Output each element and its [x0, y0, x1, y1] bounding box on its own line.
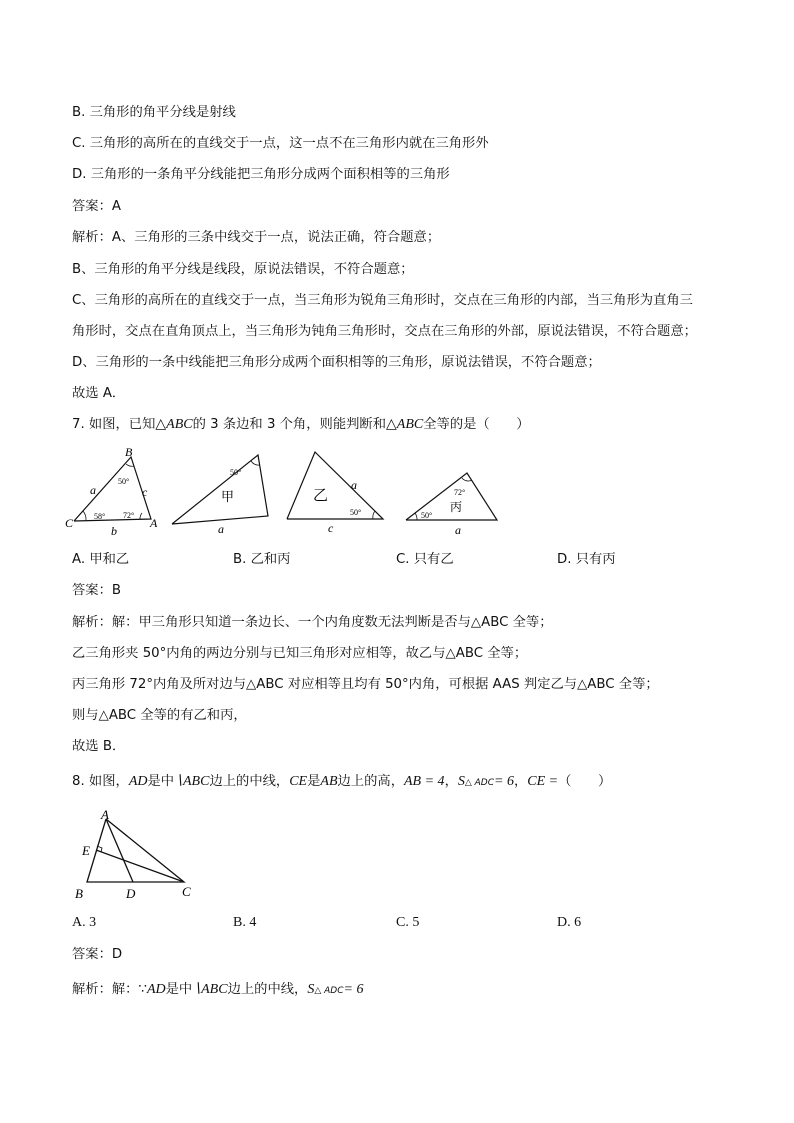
q8-comma: ， — [444, 774, 458, 789]
q7-option-d: D. 只有丙 — [557, 552, 616, 567]
explanation-7-line-1: 解析：解：甲三角形只知道一条边长、一个内角度数无法判断是否与△ABC 全等； — [72, 615, 553, 630]
label-b: B — [75, 886, 83, 901]
q8-area-s: S — [457, 774, 465, 789]
question-8 — [72, 773, 611, 792]
option-b-text: B. 三角形的角平分线是射线 — [72, 105, 236, 120]
explanation-7-line-3: 丙三角形 72°内角及所对边与△ABC 对应相等且均有 50°内角，可根据 AAS 判定乙与△ABC 全等； — [72, 677, 659, 692]
option-d-text: D. 三角形的一条角平分线能把三角形分成两个面积相等的三角形 — [72, 167, 450, 182]
label-side-a: a — [90, 483, 96, 497]
q8-text-2: 是中 — [147, 774, 175, 789]
label-angle-58: 58° — [94, 512, 106, 521]
label-bing-angle-50: 50° — [421, 511, 433, 520]
exp8-area-s: S — [307, 982, 315, 997]
q8-figure — [70, 808, 210, 903]
label-angle-72: 72° — [123, 511, 135, 520]
exp8-text-3: 边上的中线， — [227, 982, 308, 997]
q7-figure — [62, 440, 512, 540]
label-jia-angle-50: 50° — [230, 468, 242, 477]
triangle-abc-figure — [74, 457, 151, 521]
label-side-c: c — [142, 485, 148, 499]
explanation-6-line-4: 角形时，交点在直角顶点上，当三角形为钝角三角形时，交点在三角形的外部，原说法错误，不符合题意； — [72, 324, 697, 339]
exp8-text-2: 是中 — [165, 982, 193, 997]
answer-6: 答案：A — [72, 199, 121, 214]
q8-text-1: 8. 如图， — [72, 774, 129, 789]
explanation-6-line-2: B、三角形的角平分线是线段，原说法错误，不符合题意； — [72, 262, 414, 277]
exp8-area-sub: △ ADC — [314, 986, 344, 996]
explanation-7-line-4: 则与△ABC 全等的有乙和丙， — [72, 708, 247, 723]
answer-8: 答案：D — [72, 947, 123, 962]
answer-7: 答案：B — [72, 583, 122, 598]
triangle-yi-figure — [287, 452, 383, 519]
question-7 — [72, 416, 530, 434]
choice-7: 故选 B． — [72, 739, 126, 754]
q7-option-b: B. 乙和丙 — [233, 552, 291, 567]
q8-ce: CE — [289, 774, 308, 789]
q8-option-a: A. 3 — [72, 915, 97, 930]
exp8-abc: ∖ABC — [192, 982, 228, 997]
q7-option-a: A. 甲和乙 — [72, 552, 130, 567]
explanation-6-line-5: D、三角形的一条中线能把三角形分成两个面积相等的三角形，原说法错误，不符合题意； — [72, 355, 601, 370]
exp8-ad: AD — [146, 982, 166, 997]
q8-ab: AB — [320, 774, 338, 789]
label-yi-angle-50: 50° — [350, 508, 362, 517]
exp8-eq-area: = 6 — [343, 982, 364, 997]
label-bing: 丙 — [450, 500, 463, 514]
label-d: D — [126, 886, 136, 901]
q8-abc: ∖ABC — [174, 774, 210, 789]
explanation-7-line-2: 乙三角形夹 50°内角的两边分别与已知三角形对应相等，故乙与△ABC 全等； — [72, 646, 528, 661]
q7-text-2: 的 3 条边和 3 个角，则能判断和 — [192, 417, 387, 432]
q8-eq-ce: CE = — [527, 774, 559, 789]
q8-text-3: 边上的中线， — [209, 774, 290, 789]
label-jia-side-a: a — [218, 522, 224, 536]
q8-area-sub: △ ADC — [464, 778, 495, 788]
label-vertex-a: A — [150, 516, 158, 530]
label-c: C — [182, 884, 191, 899]
explanation-6-line-1: 解析：A、三角形的三条中线交于一点，说法正确，符合题意； — [72, 230, 441, 245]
label-vertex-b: B — [125, 445, 133, 459]
q7-text-3: 全等的是（ ） — [423, 417, 530, 432]
label-vertex-c: C — [65, 516, 74, 530]
q8-text-6: ， — [513, 774, 528, 789]
label-yi-side-c: c — [328, 521, 334, 535]
q8-ad: AD — [128, 774, 148, 789]
label-bing-angle-72: 72° — [454, 488, 466, 497]
label-yi-side-a: a — [351, 478, 357, 492]
q8-text-7: （ ） — [558, 774, 612, 789]
label-a: A — [101, 808, 109, 822]
exp8-text-1: 解析：解：∵ — [72, 982, 147, 997]
choice-6: 故选 A． — [72, 386, 126, 401]
q8-option-c: C. 5 — [396, 915, 420, 930]
q8-eq-ab: AB = 4 — [404, 774, 445, 789]
label-angle-50: 50° — [118, 477, 130, 486]
explanation-6-line-3: C、三角形的高所在的直线交于一点，当三角形为锐角三角形时，交点在三角形的内部，当三角形为直角三 — [72, 293, 693, 308]
q8-option-b: B. 4 — [233, 915, 257, 930]
q7-triangle-abc: △ABC — [155, 417, 193, 432]
q7-triangle-abc-2: △ABC — [386, 417, 424, 432]
q8-eq-area: = 6 — [494, 774, 514, 789]
label-bing-side-a: a — [455, 523, 461, 537]
option-c-text: C. 三角形的高所在的直线交于一点，这一点不在三角形内就在三角形外 — [72, 136, 489, 151]
label-side-b: b — [111, 524, 117, 538]
explanation-8-line-1 — [72, 981, 363, 1000]
triangle-jia-figure — [172, 455, 268, 524]
q8-option-d: D. 6 — [557, 915, 582, 930]
label-jia: 甲 — [221, 490, 235, 505]
label-yi: 乙 — [313, 486, 329, 504]
q7-option-c: C. 只有乙 — [396, 552, 454, 567]
label-e: E — [82, 843, 90, 858]
q7-text-1: 7. 如图，已知 — [72, 417, 156, 432]
q8-text-5: 边上的高， — [337, 774, 404, 789]
q8-text-4: 是 — [307, 774, 321, 789]
